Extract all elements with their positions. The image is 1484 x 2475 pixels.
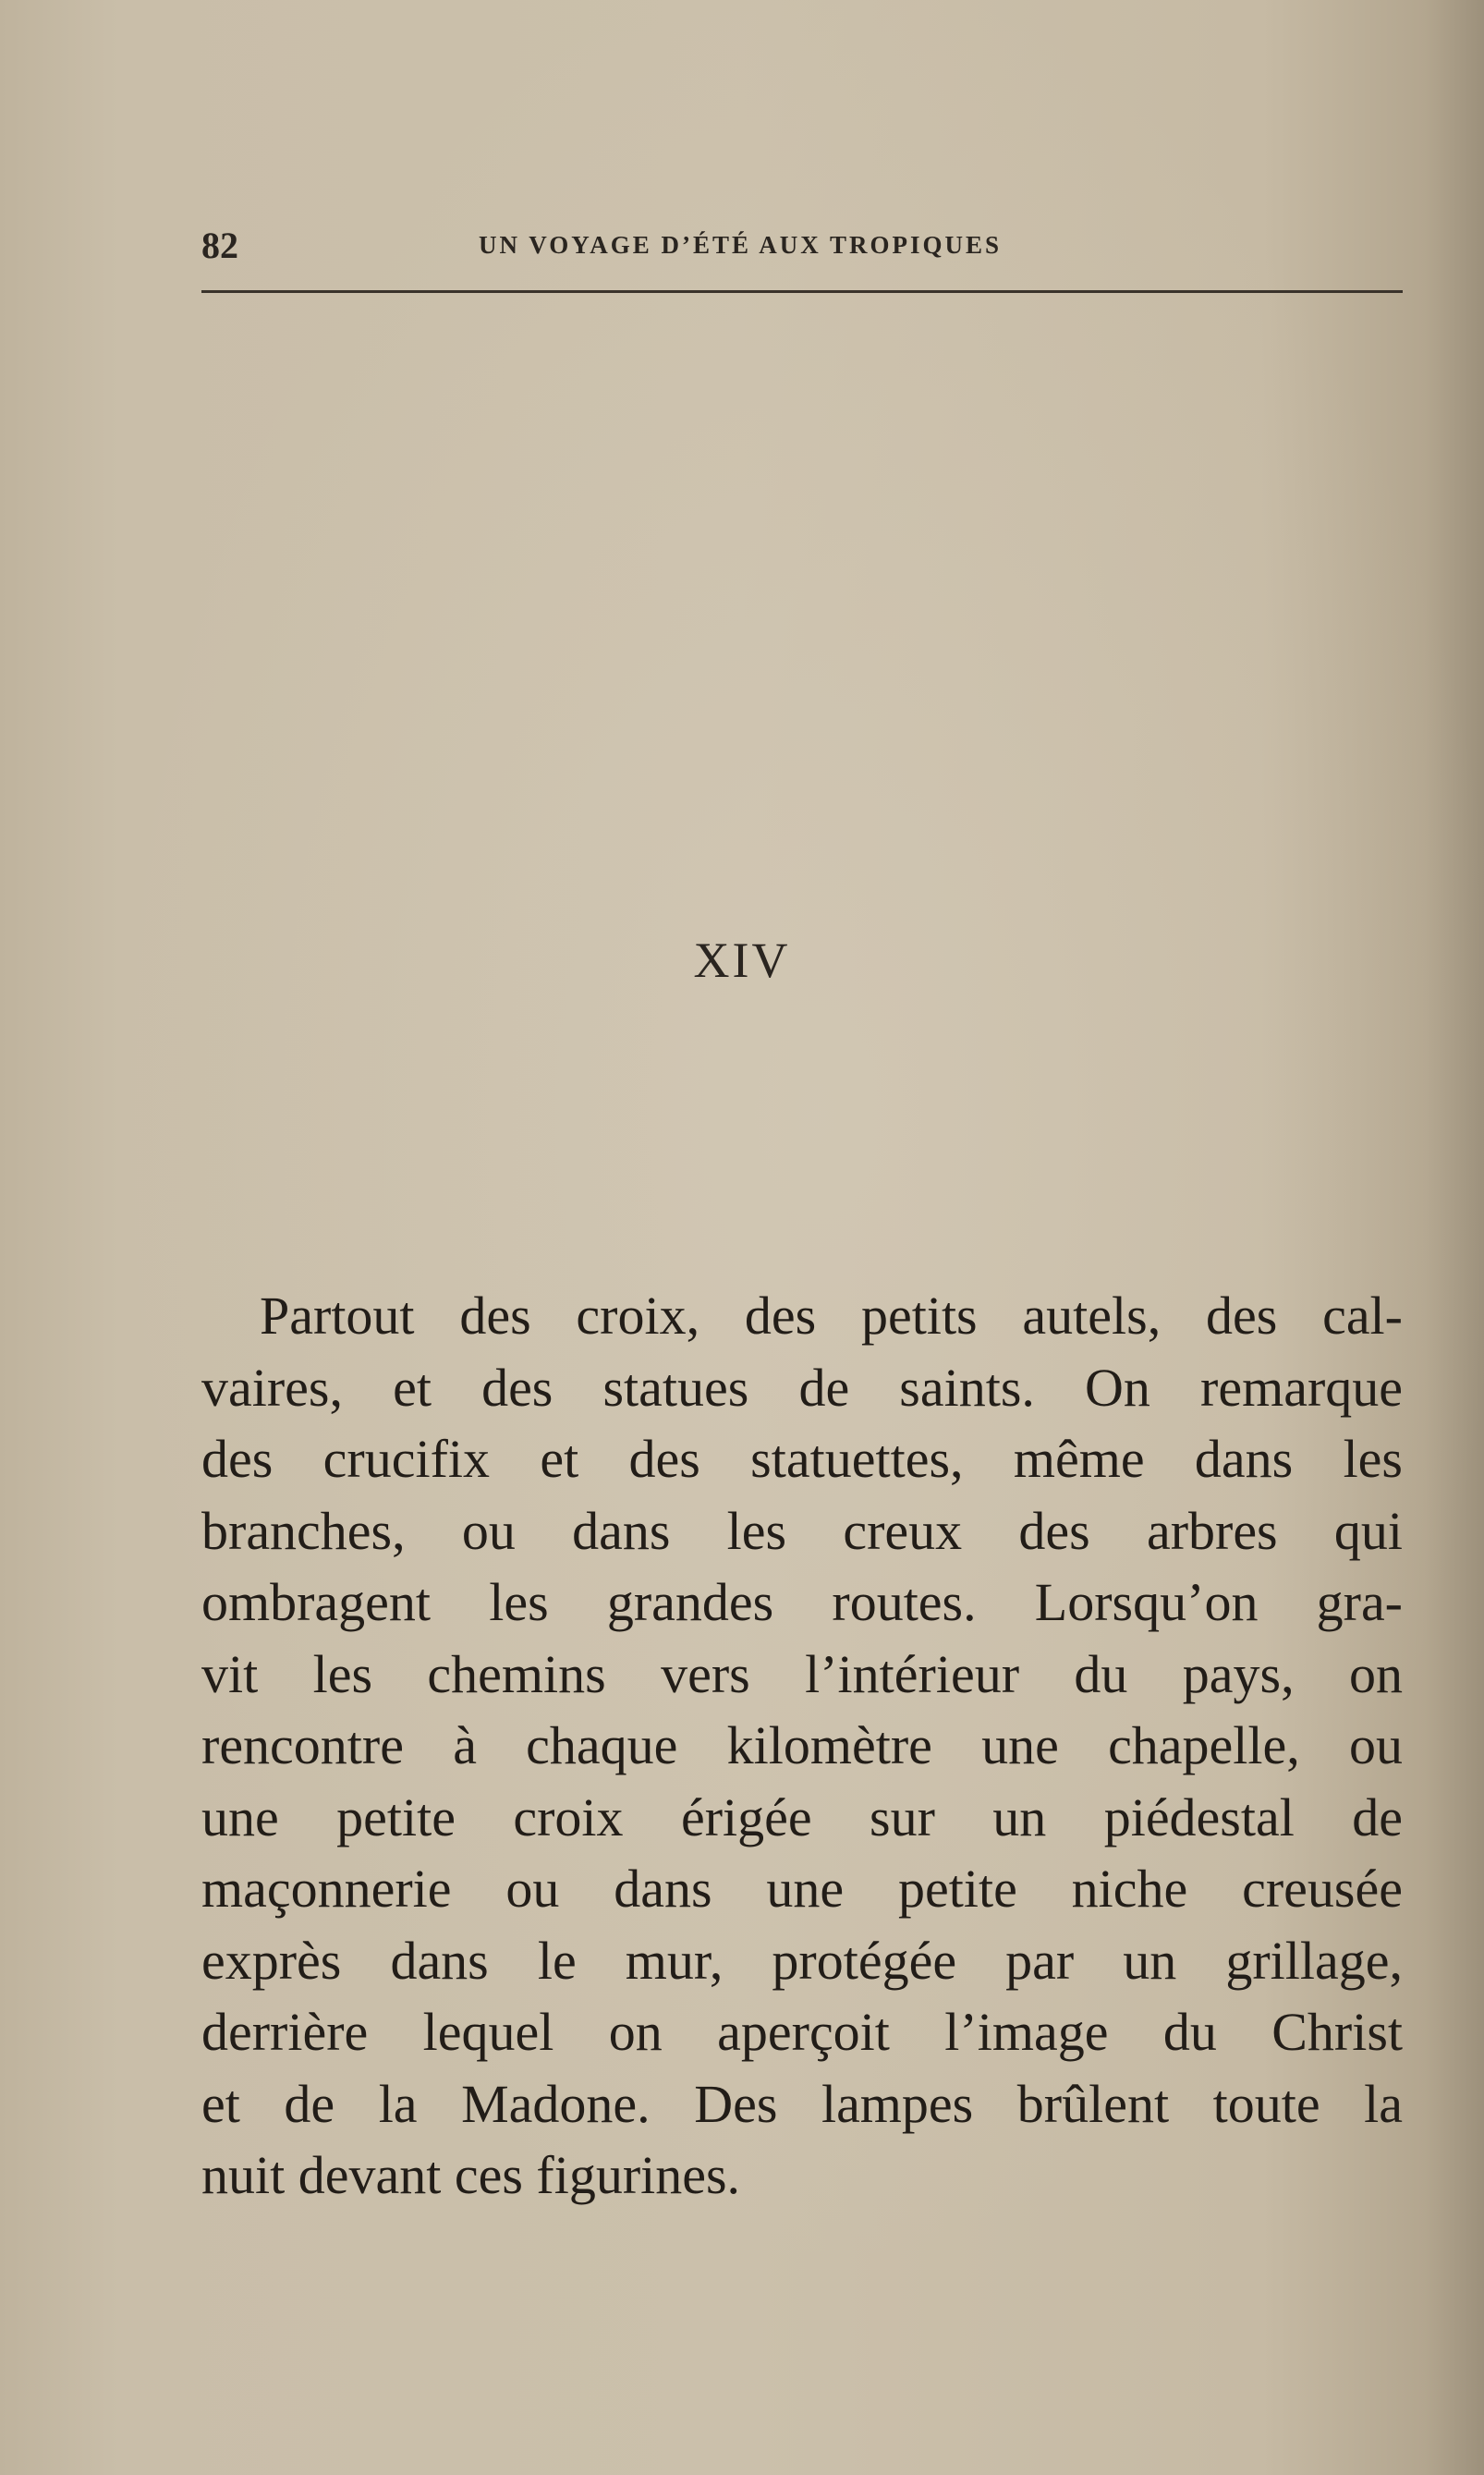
text-line: Partout des croix, des petits autels, des cal- — [260, 1286, 1403, 1346]
text-line: branches, ou dans les creux des arbres qui — [201, 1500, 1403, 1561]
body-paragraph — [201, 1280, 1403, 2212]
running-title: UN VOYAGE D’ÉTÉ AUX TROPIQUES — [479, 231, 1003, 259]
page-header — [201, 220, 1403, 275]
text-line: vit les chemins vers l’intérieur du pays, on — [201, 1643, 1403, 1704]
header-rule — [201, 290, 1403, 293]
text-line: une petite croix érigée sur un piédestal de — [201, 1786, 1403, 1847]
text-line: exprès dans le mur, protégée par un grillage, — [201, 1930, 1403, 1991]
chapter-title: XIV — [693, 933, 791, 988]
page-number: 82 — [201, 225, 238, 266]
text-line: vaires, et des statues de saints. On remarque — [201, 1357, 1403, 1418]
text-line: ombragent les grandes routes. Lorsqu’on gra- — [201, 1572, 1403, 1632]
text-line: des crucifix et des statuettes, même dans les — [201, 1429, 1403, 1489]
text-line: derrière lequel on aperçoit l’image du Christ — [201, 2002, 1403, 2062]
text-line: maçonnerie ou dans une petite niche creusée — [201, 1859, 1403, 1919]
text-line: nuit devant ces figurines. — [201, 2145, 741, 2205]
text-line: et de la Madone. Des lampes brûlent toute la — [201, 2073, 1403, 2134]
text-line: rencontre à chaque kilomètre une chapelle, ou — [201, 1715, 1403, 1775]
